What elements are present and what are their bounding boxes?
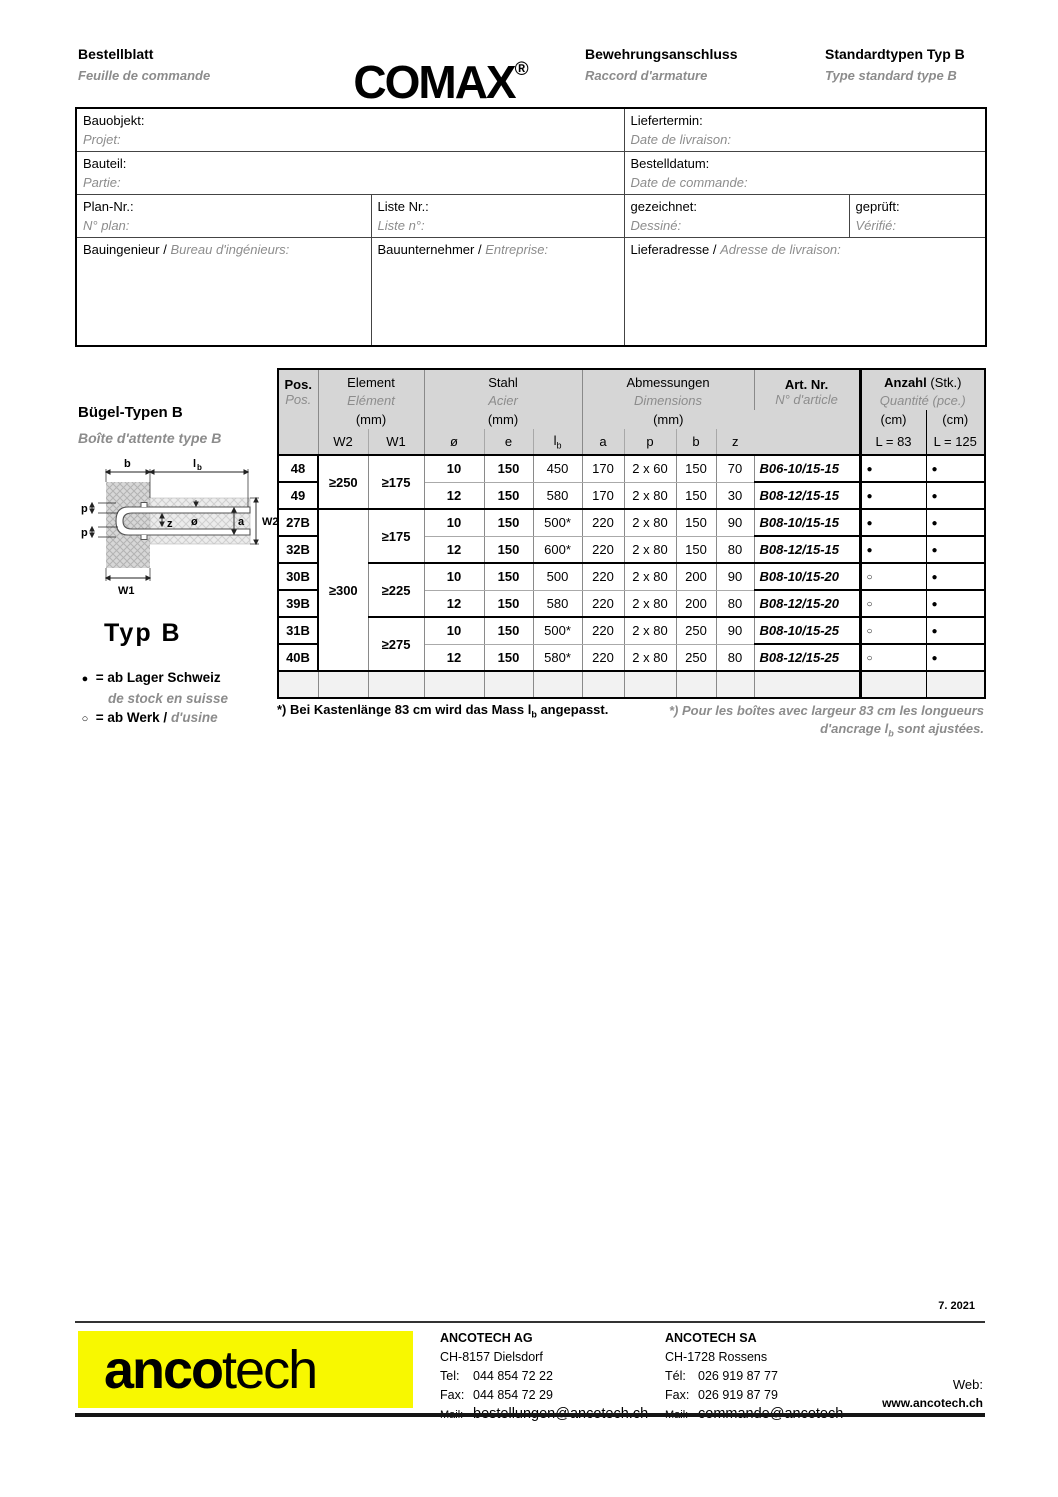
w1-cell: ≥175 (368, 509, 424, 563)
comax-logo (316, 44, 566, 108)
qty-l83-cell[interactable] (860, 563, 926, 590)
ag-fax-number: 044 854 72 29 (473, 1388, 553, 1402)
art-header-fr: N° d'article (775, 392, 838, 407)
standard-type-fr: Type standard type B (825, 68, 957, 83)
footnote-de (277, 702, 608, 743)
legend-stock-fr: de stock en suisse (108, 691, 229, 706)
footnote-fr-sub: b (888, 728, 894, 739)
footnote-de-sub: b (531, 709, 537, 720)
legend-factory-de: = ab Werk / (95, 710, 171, 725)
type-name: Typ B (104, 619, 182, 647)
anzahl-header-de (860, 369, 985, 391)
a-cell[interactable] (582, 671, 624, 698)
pos-cell: 31B (278, 617, 318, 644)
contact-ancotech-ag (440, 1329, 648, 1425)
liste-nr-field[interactable] (371, 195, 624, 238)
sa-fax (665, 1386, 843, 1405)
plan-nr-field[interactable] (76, 195, 371, 238)
stock-dot-icon: ● (866, 518, 873, 529)
art-nr-cell: B06-10/15-15 (754, 455, 860, 482)
qty-l125-cell[interactable] (926, 482, 985, 509)
qty-l125-cell[interactable] (926, 455, 985, 482)
stahl-unit: (mm) (424, 410, 582, 429)
qty-l125-cell[interactable] (926, 509, 985, 536)
stock-dot-icon: ● (931, 518, 938, 529)
dia-cell[interactable] (424, 671, 484, 698)
sa-fax-number: 026 919 87 79 (698, 1388, 778, 1402)
z-cell: 80 (716, 644, 754, 671)
dim-w1-label: W1 (118, 585, 135, 597)
qty-l83-cell[interactable] (860, 455, 926, 482)
ancotech-logo (78, 1331, 413, 1408)
anzahl-fr: Quantité (879, 393, 929, 408)
liste-nr-label-de: Liste Nr.: (377, 199, 429, 214)
table-row (278, 455, 985, 482)
z-cell: 80 (716, 536, 754, 563)
legend-stock-de: = ab Lager Schweiz (95, 670, 221, 685)
pos-subheader-spacer (278, 429, 318, 455)
art-nr-cell: B08-12/15-15 (754, 482, 860, 509)
bauteil-label-fr: Partie: (83, 175, 121, 190)
b-cell: 250 (676, 617, 716, 644)
qty-l125-cell[interactable] (926, 563, 985, 590)
ag-tel (440, 1367, 648, 1386)
pos-cell: 32B (278, 536, 318, 563)
pos-cell: 30B (278, 563, 318, 590)
ag-tel-number: 044 854 72 22 (473, 1369, 553, 1383)
col-w1: W1 (368, 429, 424, 455)
a-cell: 170 (582, 482, 624, 509)
type-b-diagram (78, 456, 288, 601)
revision-date: 7. 2021 (938, 1300, 975, 1312)
e-cell: 150 (484, 509, 533, 536)
p-cell: 2 x 80 (624, 563, 676, 590)
a-cell: 220 (582, 509, 624, 536)
lieferadresse-field[interactable] (624, 238, 986, 346)
art-subheader-spacer (754, 429, 860, 455)
ancotech-logo-bold: anco (104, 1339, 223, 1400)
table-row (278, 509, 985, 536)
b-cell: 200 (676, 590, 716, 617)
e-cell: 150 (484, 455, 533, 482)
pos-cell: 39B (278, 590, 318, 617)
open-dot-icon: ○ (81, 713, 89, 725)
element-header-de: Element (318, 369, 424, 391)
stock-dot-icon: ○ (866, 572, 873, 583)
e-cell: 150 (484, 536, 533, 563)
filled-dot-icon: ● (81, 673, 89, 685)
p-cell: 2 x 80 (624, 536, 676, 563)
p-cell[interactable] (624, 671, 676, 698)
e-cell: 150 (484, 644, 533, 671)
pos-cell[interactable] (278, 671, 318, 698)
bestelldatum-label-de: Bestelldatum: (630, 156, 710, 171)
plan-nr-label-de: Plan-Nr.: (83, 199, 134, 214)
wall-hatch (106, 482, 150, 568)
qty-unit-l125: (cm) (926, 410, 985, 429)
art-nr-cell: B08-10/15-15 (754, 509, 860, 536)
footnote-fr-post: sont ajustées. (893, 721, 984, 736)
bauingenieur-label-de: Bauingenieur / (83, 242, 171, 257)
dim-lb-sub: b (197, 463, 202, 472)
bestelldatum-label-fr: Date de commande: (630, 175, 748, 190)
doc-title-de: Bestellblatt (78, 46, 154, 62)
box-hatch (150, 498, 250, 544)
lb-cell: 600* (533, 536, 582, 563)
ag-name: ANCOTECH AG (440, 1331, 533, 1345)
a-cell: 170 (582, 455, 624, 482)
stock-dot-icon: ● (931, 545, 938, 556)
stock-dot-icon: ● (931, 599, 938, 610)
col-lb-main: l (553, 432, 557, 448)
sa-tel-label: Tél: (665, 1369, 686, 1383)
qty-l83-cell[interactable] (860, 671, 926, 698)
col-p: p (624, 429, 676, 455)
comax-logo-text: COMAX (353, 56, 515, 108)
z-cell: 80 (716, 590, 754, 617)
document-header (78, 44, 985, 106)
footnote-fr-pre: d'ancrage l (820, 721, 889, 736)
element-unit: (mm) (318, 410, 424, 429)
footnote-fr (669, 702, 984, 743)
w1-cell: ≥225 (368, 563, 424, 617)
geprueft-field[interactable] (849, 195, 986, 238)
z-cell: 70 (716, 455, 754, 482)
col-dia: ø (424, 429, 484, 455)
p-cell: 2 x 80 (624, 509, 676, 536)
table-row (278, 617, 985, 644)
standard-type-de: Standardtypen Typ B (825, 46, 965, 62)
stock-dot-icon: ● (866, 545, 873, 556)
pos-cell: 27B (278, 509, 318, 536)
abmessungen-header-de: Abmessungen (582, 369, 754, 391)
sa-fax-label: Fax: (665, 1388, 690, 1402)
z-cell: 90 (716, 617, 754, 644)
col-l125: L = 125 (926, 429, 985, 455)
dim-z-label: z (167, 518, 173, 530)
ag-fax-label: Fax: (440, 1388, 465, 1402)
ag-fax (440, 1386, 648, 1405)
z-cell[interactable] (716, 671, 754, 698)
qty-unit-l83: (cm) (860, 410, 926, 429)
b-cell: 150 (676, 455, 716, 482)
sa-tel (665, 1367, 843, 1386)
geprueft-label-de: geprüft: (855, 199, 900, 214)
footnotes (277, 702, 984, 743)
col-lb-sub: b (556, 440, 562, 451)
anzahl-de: Anzahl (884, 375, 927, 390)
lb-cell: 580* (533, 644, 582, 671)
art-nr-cell: B08-12/15-25 (754, 644, 860, 671)
bauobjekt-label-de: Bauobjekt: (83, 113, 145, 128)
stock-dot-icon: ○ (866, 653, 873, 664)
stock-dot-icon: ○ (866, 626, 873, 637)
dia-cell: 12 (424, 536, 484, 563)
bauunternehmer-field[interactable] (371, 238, 624, 346)
col-l83: L = 83 (860, 429, 926, 455)
a-cell: 220 (582, 644, 624, 671)
col-w2: W2 (318, 429, 368, 455)
b-cell[interactable] (676, 671, 716, 698)
gezeichnet-label-de: gezeichnet: (630, 199, 697, 214)
stock-dot-icon: ● (931, 626, 938, 637)
doc-title (78, 46, 210, 83)
p-cell: 2 x 80 (624, 482, 676, 509)
bauobjekt-label-fr: Projet: (83, 132, 121, 147)
col-a: a (582, 429, 624, 455)
pos-header-spacer (278, 410, 318, 429)
bauteil-label-de: Bauteil: (83, 156, 127, 171)
ag-tel-label: Tel: (440, 1369, 460, 1383)
standard-type-title (825, 46, 965, 83)
gezeichnet-field[interactable] (624, 195, 849, 238)
e-cell[interactable] (484, 671, 533, 698)
lb-cell: 450 (533, 455, 582, 482)
geprueft-label-fr: Vérifié: (855, 218, 896, 233)
pos-cell: 40B (278, 644, 318, 671)
art-nr-header (754, 369, 860, 410)
dia-cell: 10 (424, 563, 484, 590)
subject-de: Bewehrungsanschluss (585, 46, 738, 62)
art-nr-cell: B08-10/15-20 (754, 563, 860, 590)
w2-cell: ≥300 (318, 509, 368, 671)
footer-top-rule (75, 1321, 985, 1323)
e-cell: 150 (484, 563, 533, 590)
dim-p2-label: p (81, 527, 88, 539)
anzahl-header-fr (860, 391, 985, 410)
pos-header-de: Pos. (284, 377, 312, 392)
bauingenieur-field[interactable] (76, 238, 371, 346)
stock-dot-icon: ● (931, 464, 938, 475)
col-b: b (676, 429, 716, 455)
dia-cell: 12 (424, 482, 484, 509)
pos-cell: 48 (278, 455, 318, 482)
pos-header-fr: Pos. (285, 392, 312, 407)
dia-cell: 12 (424, 644, 484, 671)
p-cell: 2 x 80 (624, 590, 676, 617)
dim-p1-label: p (81, 503, 88, 515)
w2-cell[interactable] (318, 671, 368, 698)
sidebar-title-fr: Boîte d'attente type B (78, 430, 222, 446)
col-lb (533, 429, 582, 455)
footnote-de-text: *) Bei Kastenlänge 83 cm wird das Mass l (277, 702, 532, 717)
lb-cell: 500 (533, 563, 582, 590)
b-cell: 150 (676, 509, 716, 536)
subject-title (585, 46, 738, 83)
order-info-form (75, 107, 987, 347)
bestelldatum-field[interactable] (624, 152, 986, 195)
footnote-fr-line2 (669, 720, 984, 743)
a-cell: 220 (582, 563, 624, 590)
col-z: z (716, 429, 754, 455)
a-cell: 220 (582, 536, 624, 563)
qty-l125-cell[interactable] (926, 536, 985, 563)
dia-cell: 10 (424, 509, 484, 536)
abmessungen-unit: (mm) (582, 410, 754, 429)
footnote-de-post: angepasst. (536, 702, 609, 717)
lb-cell: 580 (533, 482, 582, 509)
dia-cell: 10 (424, 617, 484, 644)
col-e: e (484, 429, 533, 455)
registered-mark: ® (514, 59, 529, 80)
type-b-sidebar (78, 404, 278, 729)
w1-cell: ≥275 (368, 617, 424, 671)
liefertermin-field[interactable] (624, 108, 986, 152)
web-url-link[interactable]: www.ancotech.ch (882, 1396, 983, 1410)
col-pos-header (278, 369, 318, 410)
ag-city: CH-8157 Dielsdorf (440, 1350, 543, 1364)
art-header-spacer (754, 410, 860, 429)
lb-cell: 580 (533, 590, 582, 617)
dim-w2-label: W2 (262, 516, 279, 528)
e-cell: 150 (484, 617, 533, 644)
z-cell: 90 (716, 563, 754, 590)
lieferadresse-label-de: Lieferadresse / (630, 242, 721, 257)
pos-cell: 49 (278, 482, 318, 509)
web-contact (882, 1377, 983, 1410)
lb-cell: 500* (533, 509, 582, 536)
liefertermin-label-de: Liefertermin: (630, 113, 703, 128)
lieferadresse-label-fr: Adresse de livraison: (720, 242, 841, 257)
bauunternehmer-label-fr: Entreprise: (485, 242, 549, 257)
sa-name: ANCOTECH SA (665, 1331, 757, 1345)
abmessungen-header-fr: Dimensions (582, 391, 754, 410)
empty-entry-row (278, 671, 985, 698)
e-cell: 150 (484, 590, 533, 617)
p-cell: 2 x 80 (624, 644, 676, 671)
qty-l125-cell[interactable] (926, 644, 985, 671)
w2-cell: ≥250 (318, 455, 368, 509)
dia-cell: 12 (424, 590, 484, 617)
liste-nr-label-fr: Liste n°: (377, 218, 425, 233)
sa-tel-number: 026 919 87 77 (698, 1369, 778, 1383)
contact-ancotech-sa (665, 1329, 843, 1425)
qty-l125-cell[interactable] (926, 617, 985, 644)
art-header-de: Art. Nr. (784, 377, 829, 392)
qty-l83-cell[interactable] (860, 617, 926, 644)
subject-fr: Raccord d'armature (585, 68, 708, 83)
availability-legend (78, 668, 278, 729)
footnote-fr-line1: *) Pour les boîtes avec largeur 83 cm les longueurs (668, 703, 984, 718)
table-row (278, 563, 985, 590)
qty-l83-cell[interactable] (860, 644, 926, 671)
dim-dia-label: ø (191, 516, 198, 528)
qty-l125-cell[interactable] (926, 671, 985, 698)
web-label: Web: (952, 1377, 983, 1392)
order-table-header (278, 369, 985, 455)
lb-cell[interactable] (533, 671, 582, 698)
qty-l83-cell[interactable] (860, 590, 926, 617)
stahl-header-de: Stahl (424, 369, 582, 391)
element-header-fr: Elément (318, 391, 424, 410)
lb-cell: 500* (533, 617, 582, 644)
legend-factory-line (78, 708, 278, 729)
bauobjekt-field[interactable] (76, 108, 624, 152)
art-nr-cell: B08-12/15-15 (754, 536, 860, 563)
b-cell: 250 (676, 644, 716, 671)
dim-b-label: b (124, 458, 131, 470)
legend-factory-fr: d'usine (170, 710, 218, 725)
p-cell: 2 x 80 (624, 617, 676, 644)
sidebar-title-de: Bügel-Typen B (78, 404, 183, 421)
qty-l83-cell[interactable] (860, 536, 926, 563)
stock-dot-icon: ● (866, 491, 873, 502)
legend-stock-line (78, 668, 278, 689)
art-nr-cell: B08-12/15-20 (754, 590, 860, 617)
p-cell: 2 x 60 (624, 455, 676, 482)
ancotech-logo-light: tech (222, 1339, 317, 1400)
stock-dot-icon: ● (931, 491, 938, 502)
order-table (277, 368, 986, 699)
sa-city: CH-1728 Rossens (665, 1350, 768, 1364)
a-cell: 220 (582, 617, 624, 644)
anzahl-de2: (Stk.) (926, 375, 962, 390)
stock-dot-icon: ○ (866, 599, 873, 610)
stock-dot-icon: ● (931, 572, 938, 583)
bauingenieur-label-fr: Bureau d'ingénieurs: (170, 242, 290, 257)
dim-a-label: a (238, 516, 245, 528)
stock-dot-icon: ● (931, 653, 938, 664)
w1-cell[interactable] (368, 671, 424, 698)
bauunternehmer-label-de: Bauunternehmer / (377, 242, 486, 257)
qty-l83-cell[interactable] (860, 509, 926, 536)
b-cell: 200 (676, 563, 716, 590)
z-cell: 30 (716, 482, 754, 509)
dim-lb-label: l (193, 458, 197, 470)
qty-l83-cell[interactable] (860, 482, 926, 509)
w1-cell: ≥175 (368, 455, 424, 509)
dia-cell: 10 (424, 455, 484, 482)
anzahl-fr2: (pce.) (928, 393, 966, 408)
plan-nr-label-fr: N° plan: (83, 218, 130, 233)
z-cell: 90 (716, 509, 754, 536)
qty-l125-cell[interactable] (926, 590, 985, 617)
gezeichnet-label-fr: Dessiné: (630, 218, 682, 233)
b-cell: 150 (676, 482, 716, 509)
b-cell: 150 (676, 536, 716, 563)
bauteil-field[interactable] (76, 152, 624, 195)
footer-bottom-rule (75, 1413, 985, 1417)
a-cell: 220 (582, 590, 624, 617)
art-nr-cell: B08-10/15-25 (754, 617, 860, 644)
e-cell: 150 (484, 482, 533, 509)
stock-dot-icon: ● (866, 464, 873, 475)
stahl-header-fr: Acier (424, 391, 582, 410)
liefertermin-label-fr: Date de livraison: (630, 132, 731, 147)
doc-title-fr: Feuille de commande (78, 68, 211, 83)
art-nr-cell[interactable] (754, 671, 860, 698)
